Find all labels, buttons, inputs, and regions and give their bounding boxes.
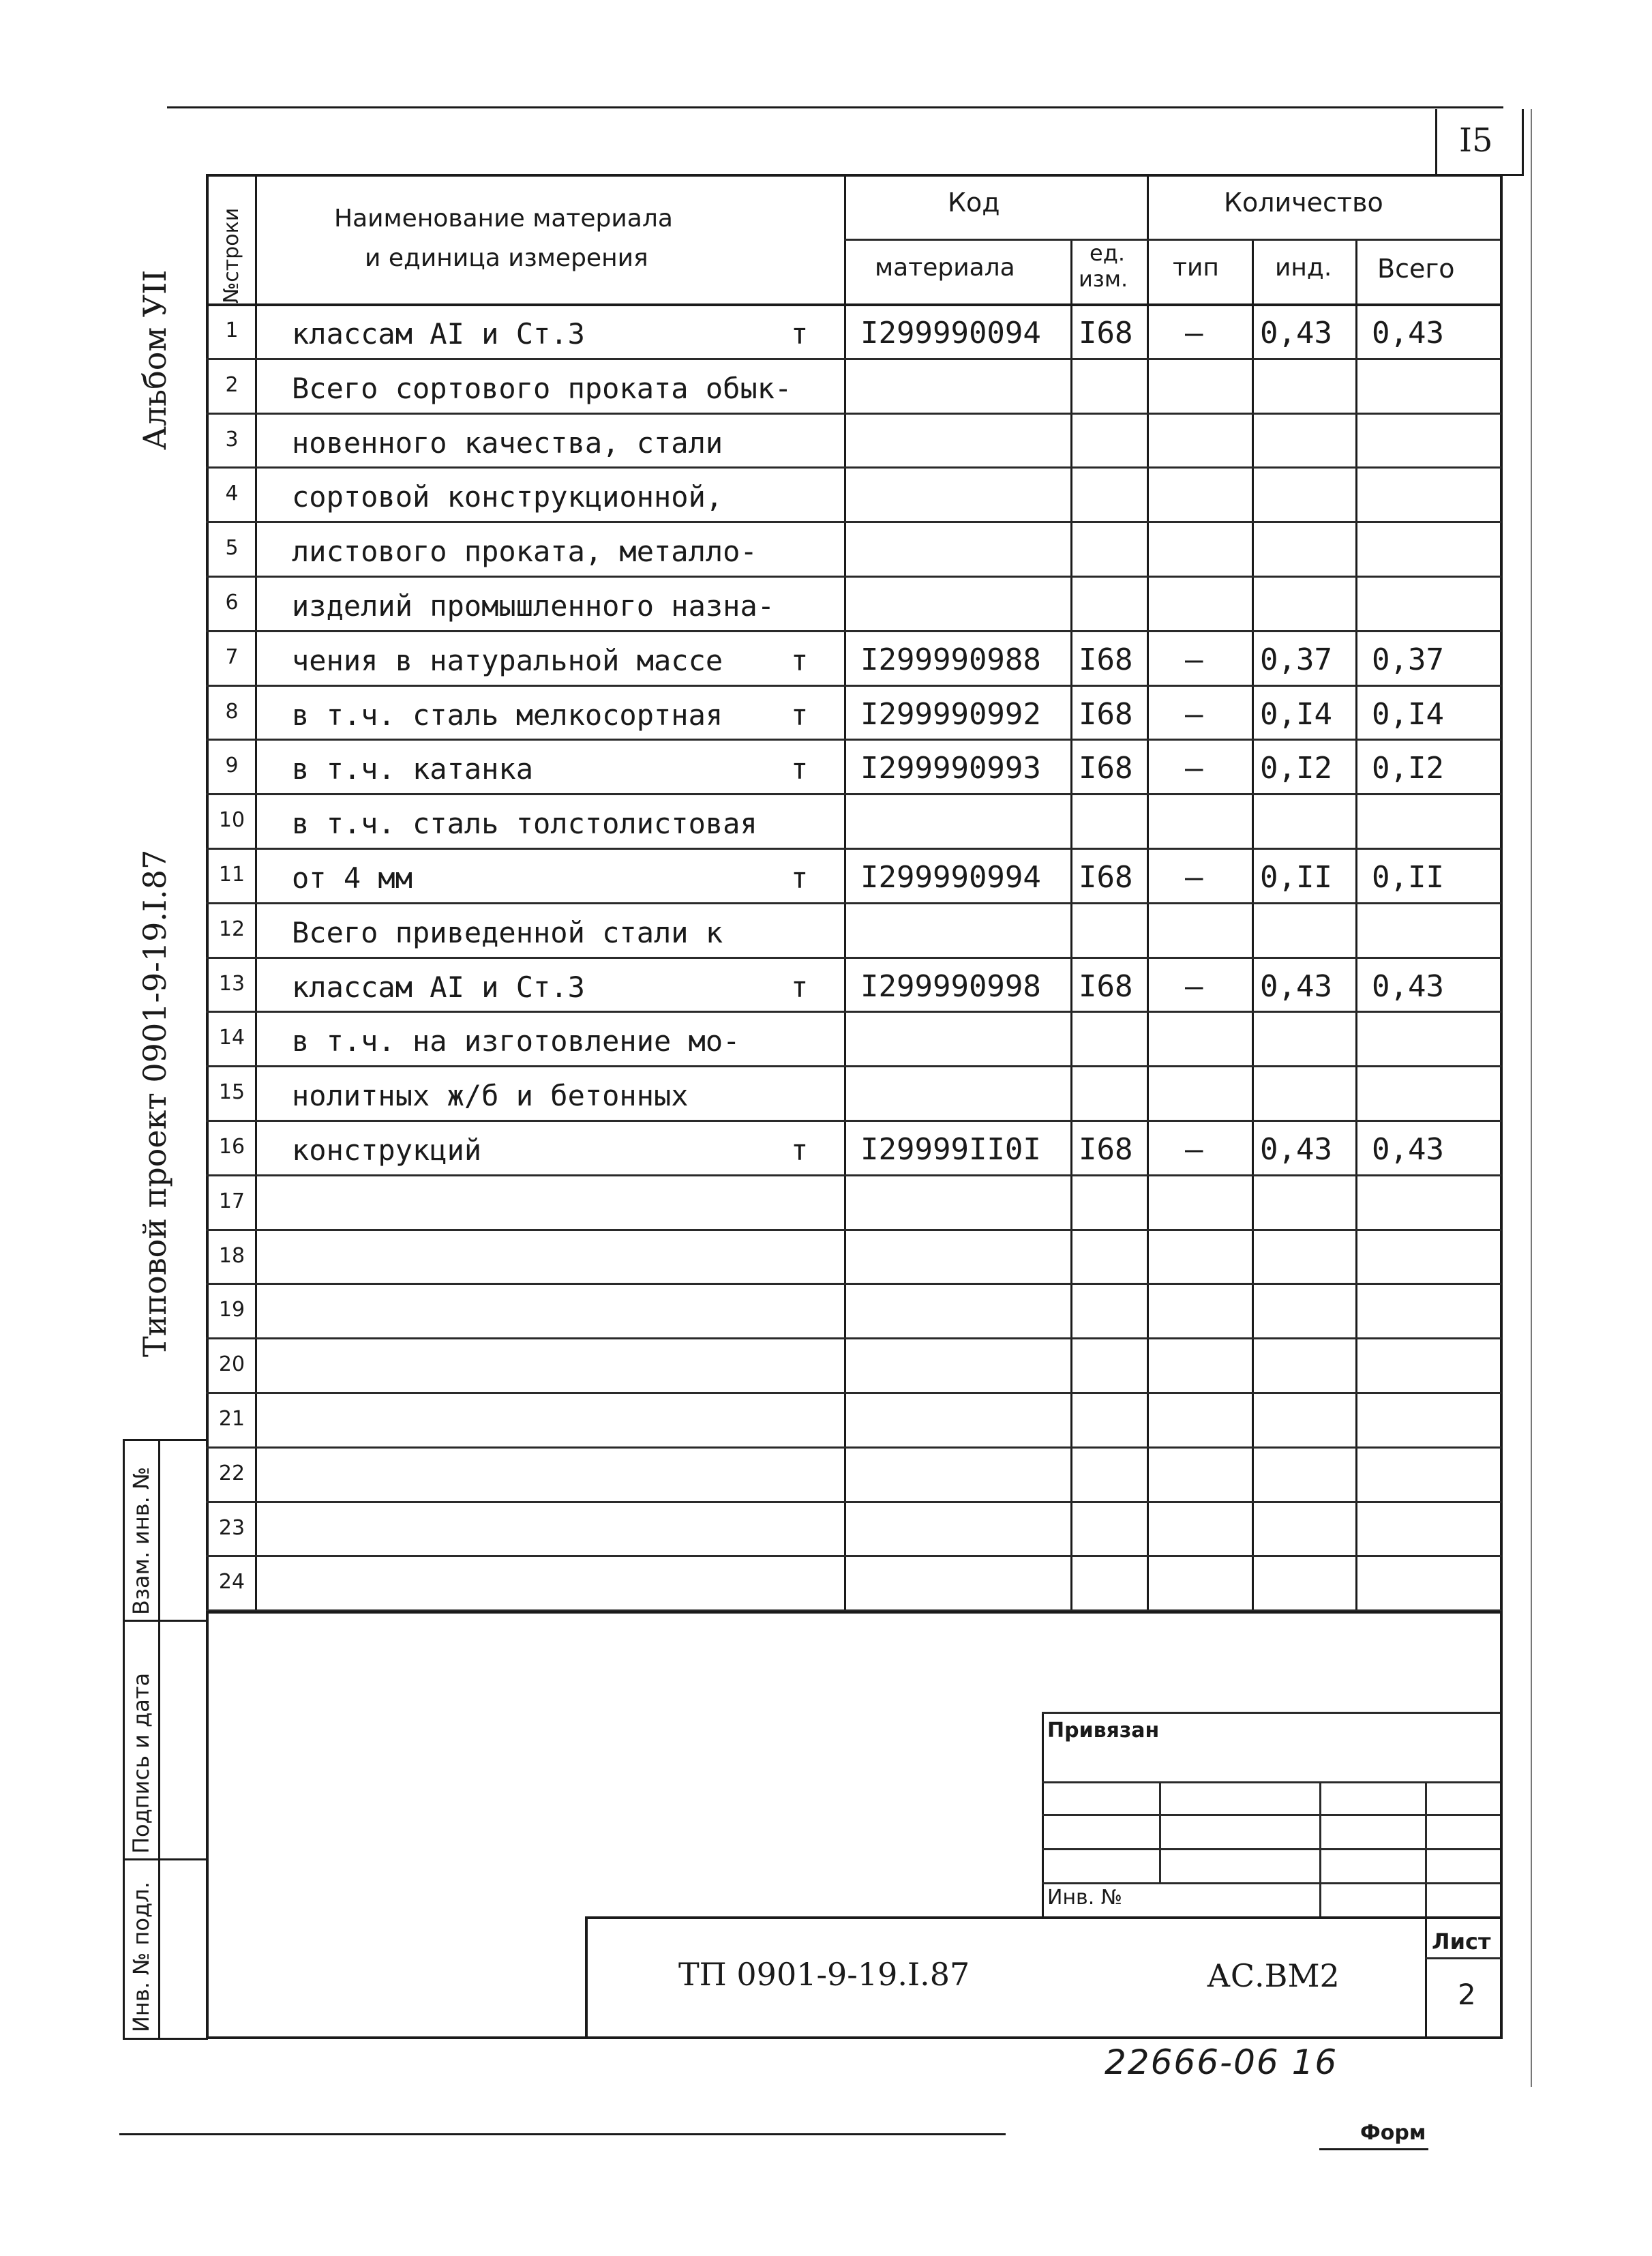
table-right-border [1500, 174, 1503, 2039]
row-vsego: 0,I2 [1372, 751, 1444, 786]
stamp-col-left [123, 1439, 125, 2039]
row-number: 24 [218, 1570, 245, 1594]
inv-no-label: Инв. № [1047, 1886, 1123, 1910]
stamp-line-2 [123, 1858, 208, 1860]
project-label: Типовой проект 0901-9-19.I.87 [136, 849, 173, 1357]
stamp-podpis: Подпись и дата [128, 1672, 154, 1854]
row-number: 12 [218, 917, 245, 941]
table-bottom-border [206, 1611, 1501, 1614]
row-code: I299990993 [860, 751, 1041, 786]
row-ed: I68 [1079, 1132, 1133, 1167]
row-tip: – [1185, 696, 1203, 732]
row-ed: I68 [1079, 968, 1133, 1004]
row-unit: т [791, 698, 809, 732]
col-sep-ed [1147, 174, 1149, 1613]
stamp-line-1 [123, 1620, 208, 1622]
row-ind: 0,I4 [1260, 696, 1332, 732]
row-ind: 0,43 [1260, 968, 1332, 1004]
row-name: изделий промышленного назна- [292, 589, 775, 623]
row-separator [206, 1283, 1501, 1285]
row-number: 18 [218, 1243, 245, 1268]
header-rownum: №строки [220, 207, 243, 303]
row-number: 20 [218, 1352, 245, 1377]
row-separator [206, 1555, 1501, 1557]
row-vsego: 0,43 [1372, 968, 1444, 1004]
row-number: 9 [225, 754, 239, 778]
row-number: 23 [218, 1515, 245, 1540]
stamp-inv-podl: Инв. № подл. [128, 1882, 154, 2032]
bottom-line [119, 2133, 1006, 2135]
row-separator [206, 1065, 1501, 1067]
row-code: I299990998 [860, 968, 1041, 1004]
row-separator [206, 413, 1501, 415]
row-name: конструкций [292, 1133, 482, 1167]
row-separator [206, 1337, 1501, 1339]
row-name: в т.ч. катанка [292, 752, 534, 786]
doc-mark: АС.ВМ2 [1207, 1957, 1340, 1994]
row-ind: 0,37 [1260, 642, 1332, 677]
row-ed: I68 [1079, 696, 1133, 732]
row-code: I299990994 [860, 860, 1041, 895]
row-number: 14 [218, 1026, 245, 1050]
privyazan-line-1 [1042, 1781, 1500, 1783]
privyazan-label: Привязан [1047, 1719, 1160, 1742]
row-name: листового проката, металло- [292, 535, 757, 569]
row-unit: т [791, 1133, 809, 1167]
row-name: Всего приведенной стали к [292, 915, 723, 949]
col-sep-rownum [255, 174, 257, 1613]
format-underline [1319, 2148, 1428, 2150]
row-ind: 0,I2 [1260, 751, 1332, 786]
row-separator [206, 1174, 1501, 1176]
row-number: 13 [218, 971, 245, 996]
row-ed: I68 [1079, 316, 1133, 351]
row-number: 5 [225, 536, 239, 561]
row-number: 16 [218, 1135, 245, 1159]
row-separator [206, 1392, 1501, 1394]
privyazan-v-3 [1425, 1781, 1427, 1916]
title-block-top [585, 1916, 1502, 1919]
header-ind: инд. [1275, 254, 1332, 282]
row-code: I299990094 [860, 316, 1041, 351]
page-number-box-left [1435, 109, 1437, 174]
row-vsego: 0,37 [1372, 642, 1444, 677]
row-vsego: 0,II [1372, 860, 1444, 895]
top-border-line [167, 106, 1503, 108]
row-separator [206, 957, 1501, 959]
row-separator [206, 739, 1501, 741]
sheet-label: Лист [1432, 1929, 1491, 1955]
row-number: 10 [218, 808, 245, 833]
row-separator [206, 685, 1501, 687]
row-separator [206, 630, 1501, 632]
format-label: Форм [1360, 2121, 1426, 2145]
row-separator [206, 848, 1501, 850]
col-sep-tip [1252, 239, 1254, 1613]
row-number: 17 [218, 1189, 245, 1213]
header-ed-1: ед. [1090, 240, 1125, 266]
privyazan-top [1042, 1712, 1500, 1714]
header-subline [844, 239, 1500, 241]
header-kolichestvo: Количество [1224, 188, 1383, 218]
row-name: классам AI и Ст.3 [292, 970, 585, 1004]
col-sep-ind [1355, 239, 1357, 1613]
title-block-bottom [206, 2036, 1501, 2039]
header-ed-2: изм. [1079, 266, 1128, 292]
album-label: Альбом УII [136, 269, 173, 450]
row-ind: 0,II [1260, 860, 1332, 895]
row-tip: – [1185, 1132, 1203, 1167]
row-code: I299990988 [860, 642, 1041, 677]
row-number: 4 [225, 481, 239, 506]
row-vsego: 0,43 [1372, 1132, 1444, 1167]
row-name: от 4 мм [292, 861, 413, 895]
row-name: в т.ч. сталь мелкосортная [292, 698, 723, 732]
row-separator [206, 902, 1501, 904]
archive-number: 22666-06 16 [1105, 2043, 1338, 2082]
col-sep-code [1070, 239, 1072, 1613]
privyazan-v-2 [1319, 1781, 1321, 1916]
header-tip: тип [1173, 254, 1219, 282]
page-number-box-right [1522, 109, 1524, 174]
privyazan-v-1 [1159, 1781, 1161, 1882]
row-unit: т [791, 317, 809, 351]
row-separator [206, 1501, 1501, 1503]
row-ind: 0,43 [1260, 316, 1332, 351]
row-tip: – [1185, 316, 1203, 351]
row-vsego: 0,43 [1372, 316, 1444, 351]
row-separator [206, 1446, 1501, 1449]
row-number: 19 [218, 1298, 245, 1322]
row-tip: – [1185, 860, 1203, 895]
privyazan-line-2 [1042, 1814, 1500, 1816]
header-name-1: Наименование материала [334, 205, 673, 233]
doc-code: ТП 0901-9-19.I.87 [678, 1956, 970, 1993]
page-number: I5 [1459, 121, 1493, 160]
row-name: Всего сортового проката обык- [292, 371, 792, 405]
row-number: 3 [225, 427, 239, 451]
row-unit: т [791, 861, 809, 895]
row-name: классам AI и Ст.3 [292, 317, 585, 351]
row-number: 11 [218, 863, 245, 887]
stamp-bottom [123, 2038, 208, 2040]
stamp-col-mid [158, 1439, 160, 2039]
row-number: 7 [225, 644, 239, 669]
stamp-top [123, 1439, 208, 1441]
table-left-border [206, 174, 209, 2039]
row-number: 22 [218, 1461, 245, 1485]
row-number: 2 [225, 372, 239, 397]
row-unit: т [791, 752, 809, 786]
row-name: новенного качества, стали [292, 426, 723, 460]
title-sheet-mid [1425, 1957, 1501, 1959]
header-kod: Код [948, 188, 1000, 218]
row-separator [206, 1120, 1501, 1122]
row-unit: т [791, 643, 809, 677]
stamp-vzam: Взам. инв. № [128, 1466, 154, 1615]
header-name-2: и единица измерения [365, 244, 648, 272]
row-separator [206, 1229, 1501, 1231]
row-separator [206, 1011, 1501, 1013]
row-ed: I68 [1079, 751, 1133, 786]
title-block-left [585, 1916, 588, 2039]
col-sep-name [844, 174, 846, 1613]
row-separator [206, 793, 1501, 795]
row-code: I299990992 [860, 696, 1041, 732]
row-number: 6 [225, 591, 239, 614]
row-name: сортовой конструкционной, [292, 480, 723, 514]
header-material: материала [875, 254, 1015, 282]
privyazan-line-3 [1042, 1848, 1500, 1850]
row-separator [206, 576, 1501, 578]
row-vsego: 0,I4 [1372, 696, 1444, 732]
header-vsego: Всего [1377, 254, 1455, 284]
row-number: 1 [225, 318, 239, 342]
row-ind: 0,43 [1260, 1132, 1332, 1167]
row-tip: – [1185, 968, 1203, 1004]
row-code: I29999II0I [860, 1132, 1041, 1167]
row-number: 21 [218, 1407, 245, 1431]
row-ed: I68 [1079, 642, 1133, 677]
row-name: чения в натуральной массе [292, 643, 723, 677]
row-separator [206, 521, 1501, 523]
row-tip: – [1185, 751, 1203, 786]
row-name: нолитных ж/б и бетонных [292, 1079, 689, 1113]
table-top-border [206, 174, 1501, 177]
sheet-number: 2 [1458, 1978, 1476, 2011]
row-ed: I68 [1079, 860, 1133, 895]
row-number: 8 [225, 699, 239, 724]
right-edge-line [1531, 109, 1532, 2087]
row-unit: т [791, 970, 809, 1004]
row-tip: – [1185, 642, 1203, 677]
row-name: в т.ч. на изготовление мо- [292, 1024, 740, 1058]
row-separator [206, 358, 1501, 360]
row-separator [206, 466, 1501, 469]
privyazan-line-4 [1042, 1882, 1500, 1884]
title-sheet-left [1425, 1916, 1427, 2038]
row-name: в т.ч. сталь толстолистовая [292, 807, 757, 841]
row-number: 15 [218, 1080, 245, 1105]
header-bottom [206, 303, 1501, 306]
